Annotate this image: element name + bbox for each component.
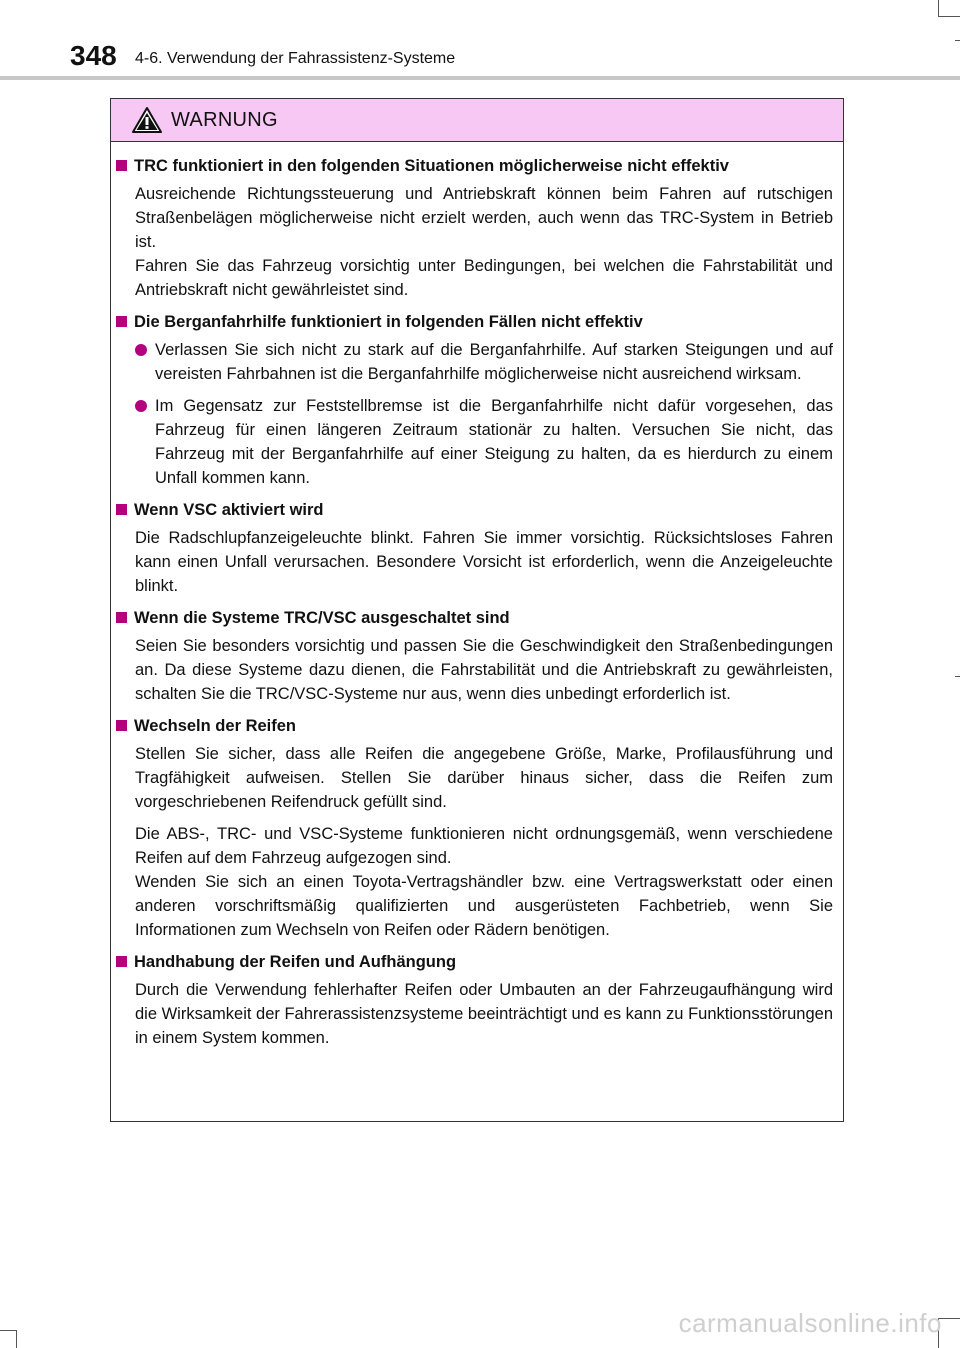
bullet-item [135, 338, 833, 386]
warning-header [111, 99, 843, 142]
warning-section [115, 950, 833, 1050]
chapter-title: 4-6. Verwendung der Fahrassistenz-Systeme [135, 50, 456, 67]
square-bullet-icon [116, 720, 127, 731]
paragraph: Ausreichende Richtungssteuerung und Antriebskraft können beim Fahren auf rutschigen Straßenbelägen möglicherweise nicht erzielt werden, auch wenn das TRC-System in Betrieb ist. [135, 185, 833, 251]
section-body [135, 526, 833, 598]
section-body [135, 182, 833, 302]
paragraph: Die Radschlupfanzeigeleuchte blinkt. Fahren Sie immer vorsichtig. Rücksichtsloses Fahren kann einen Unfall verursachen. Besondere Vorsicht ist erforderlich, wenn die Anzeigeleuchte blinkt. [135, 529, 833, 595]
section-body [135, 978, 833, 1050]
section-heading [115, 950, 833, 974]
section-heading [115, 498, 833, 522]
warning-section [115, 714, 833, 942]
crop-mark [955, 676, 960, 677]
warning-content [111, 142, 843, 1050]
crop-mark [938, 16, 960, 17]
circle-bullet-icon [135, 400, 147, 412]
page-number: 348 [70, 40, 117, 71]
bullet-item [135, 394, 833, 490]
section-heading-text: Wenn die Systeme TRC/VSC ausgeschaltet sind [134, 609, 510, 627]
section-heading-text: Die Berganfahrhilfe funktioniert in folgenden Fällen nicht effektiv [134, 313, 643, 331]
paragraph: Durch die Verwendung fehlerhafter Reifen oder Umbauten an der Fahrzeugaufhängung wird die Wirksamkeit der Fahrerassistenzsysteme beeinträchtigt und es kann zu Funktionsstörungen in einem System kommen. [135, 981, 833, 1047]
warning-box [110, 98, 844, 1122]
crop-mark [955, 40, 960, 41]
crop-mark [938, 0, 939, 16]
paragraph: Wenden Sie sich an einen Toyota-Vertragshändler bzw. eine Vertragswerkstatt oder einen anderen vorschriftsmäßig qualifizierten und ausgerüsteten Fachbetrieb, wenn Sie Informationen zum Wechseln von Reifen oder Rädern benötigen. [135, 873, 833, 939]
warning-section [115, 498, 833, 598]
square-bullet-icon [116, 316, 127, 327]
section-heading [115, 606, 833, 630]
bullet-text: Im Gegensatz zur Feststellbremse ist die Berganfahrhilfe nicht dafür vorgesehen, das Fahrzeug für einen längeren Zeitraum stationär zu halten. Versuchen Sie nicht, das Fahrzeug mit der Berganfahrhilfe auf einer Steigung zu halten, da es hierdurch zu einem Unfall kommen kann. [155, 397, 833, 487]
section-body [135, 634, 833, 706]
section-heading-text: Wenn VSC aktiviert wird [134, 501, 324, 519]
paragraph: Seien Sie besonders vorsichtig und passen Sie die Geschwindigkeit den Straßenbedingungen an. Da diese Systeme dazu dienen, die Fahrstabilität und die Antriebskraft zu gewährleisten, schalten Sie die TRC/VSC-Systeme nur aus, wenn dies unbedingt erforderlich ist. [135, 637, 833, 703]
watermark: carmanualsonline.info [678, 1308, 942, 1338]
section-heading [115, 310, 833, 334]
warning-triangle-icon [131, 106, 163, 134]
bullet-text: Verlassen Sie sich nicht zu stark auf die Berganfahrhilfe. Auf starken Steigungen und auf vereisten Fahrbahnen ist die Berganfahrhilfe möglicherweise nicht ausreichend wirksam. [155, 341, 833, 383]
paragraph: Fahren Sie das Fahrzeug vorsichtig unter Bedingungen, bei welchen die Fahrstabilität und Antriebskraft nicht gewährleistet sind. [135, 257, 833, 299]
section-heading [115, 714, 833, 738]
square-bullet-icon [116, 956, 127, 967]
square-bullet-icon [116, 612, 127, 623]
section-body [135, 742, 833, 942]
warning-section [115, 606, 833, 706]
paragraph: Die ABS-, TRC- und VSC-Systeme funktionieren nicht ordnungsgemäß, wenn verschiedene Reifen auf dem Fahrzeug aufgezogen sind. [135, 825, 833, 867]
paragraph: Stellen Sie sicher, dass alle Reifen die angegebene Größe, Marke, Profilausführung und Tragfähigkeit aufweisen. Stellen Sie darüber hinaus sicher, dass die Reifen zum vorgeschriebenen Reifendruck gefüllt sind. [135, 745, 833, 811]
warning-section [115, 310, 833, 490]
warning-section [115, 154, 833, 302]
crop-mark [16, 1330, 17, 1348]
section-heading-text: Wechseln der Reifen [134, 717, 296, 735]
square-bullet-icon [116, 160, 127, 171]
circle-bullet-icon [135, 344, 147, 356]
section-heading-text: Handhabung der Reifen und Aufhängung [134, 953, 457, 971]
crop-mark [0, 1330, 16, 1331]
square-bullet-icon [116, 504, 127, 515]
section-heading-text: TRC funktioniert in den folgenden Situationen möglicherweise nicht effektiv [134, 157, 729, 175]
section-heading [115, 154, 833, 178]
warning-title: WARNUNG [171, 108, 278, 131]
header-divider [0, 76, 960, 80]
